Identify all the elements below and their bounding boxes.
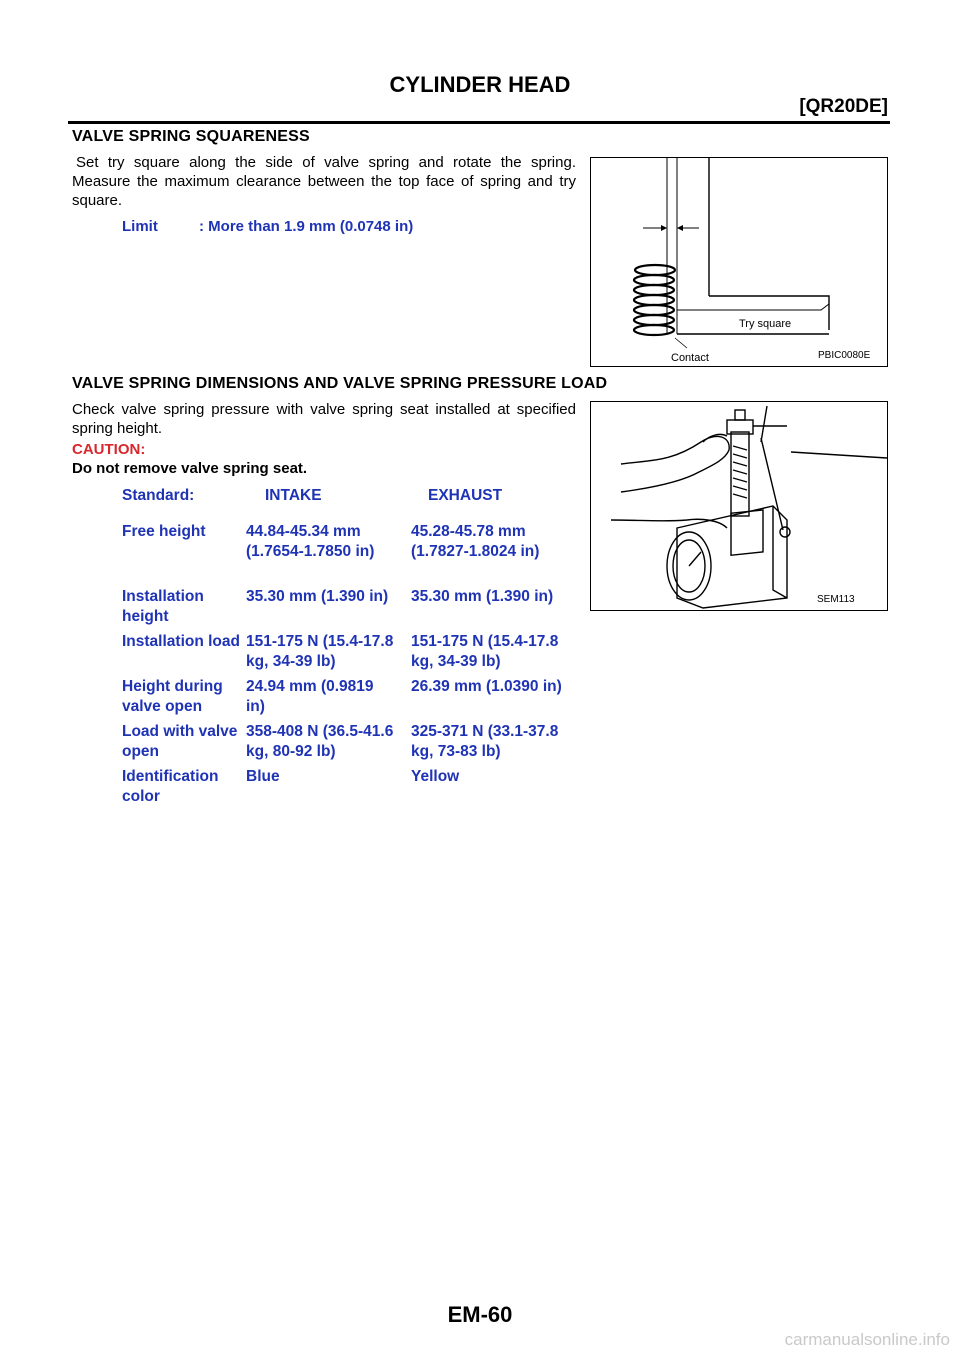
spec-intake-identification-color: Blue — [246, 768, 280, 785]
spring-tester-figure — [590, 401, 888, 611]
spec-label-installation-load: Installation load — [122, 633, 240, 650]
spec-exhaust-load-valve-open: 325-371 N (33.1-37.8 kg, 73-83 lb) — [411, 723, 559, 760]
watermark-url: carmanualsonline.info — [784, 1330, 950, 1349]
spec-intake-free-height: 44.84-45.34 mm (1.7654-1.7850 in) — [246, 523, 375, 560]
limit-value: : More than 1.9 mm (0.0748 in) — [199, 218, 414, 235]
spec-label-identification-color: Identification color — [122, 768, 219, 805]
label-try-square: Try square — [739, 318, 792, 330]
spec-exhaust-installation-load: 151-175 N (15.4-17.8 kg, 34-39 lb) — [411, 633, 559, 670]
label-contact: Contact — [671, 352, 709, 364]
caution-label: CAUTION: — [72, 441, 146, 458]
section-title-dimensions: VALVE SPRING DIMENSIONS AND VALVE SPRING PRESSURE LOAD — [72, 375, 608, 392]
spec-intake-height-valve-open: 24.94 mm (0.9819 in) — [246, 678, 374, 715]
page-title: CYLINDER HEAD — [389, 72, 571, 97]
spec-exhaust-free-height: 45.28-45.78 mm (1.7827-1.8024 in) — [411, 523, 540, 560]
spec-intake-installation-height: 35.30 mm (1.390 in) — [246, 588, 389, 605]
spring-tester-illustration — [591, 402, 887, 610]
page-number: EM-60 — [447, 1302, 513, 1327]
spec-header-exhaust: EXHAUST — [428, 487, 503, 504]
spec-label-free-height: Free height — [122, 523, 206, 540]
spec-exhaust-identification-color: Yellow — [411, 768, 460, 785]
spec-label-load-valve-open: Load with valve open — [122, 723, 238, 760]
spec-intake-load-valve-open: 358-408 N (36.5-41.6 kg, 80-92 lb) — [246, 723, 394, 760]
spec-exhaust-installation-height: 35.30 mm (1.390 in) — [411, 588, 554, 605]
engine-code: [QR20DE] — [799, 96, 888, 117]
spec-exhaust-height-valve-open: 26.39 mm (1.0390 in) — [411, 678, 562, 695]
spec-intake-installation-load: 151-175 N (15.4-17.8 kg, 34-39 lb) — [246, 633, 394, 670]
caution-text: Do not remove valve spring seat. — [72, 460, 308, 477]
pressure-instructions: Check valve spring pressure with valve spring seat installed at specified spring height. — [72, 401, 576, 437]
try-square-illustration — [591, 158, 887, 366]
limit-label: Limit — [122, 218, 158, 235]
spec-label-height-valve-open: Height during valve open — [122, 678, 223, 715]
spec-label-installation-height: Installation height — [122, 588, 204, 625]
figure-id-pbic0080e: PBIC0080E — [818, 350, 871, 361]
spec-header-intake: INTAKE — [265, 487, 322, 504]
squareness-instructions: Set try square along the side of valve spring and rotate the spring. Measure the maximum clearance between the top face of spring and try square. — [72, 154, 576, 209]
header-divider — [68, 121, 890, 124]
figure-id-sem113: SEM113 — [817, 594, 855, 605]
try-square-figure — [590, 157, 888, 367]
spec-header-standard: Standard: — [122, 487, 195, 504]
section-title-squareness: VALVE SPRING SQUARENESS — [72, 128, 310, 145]
